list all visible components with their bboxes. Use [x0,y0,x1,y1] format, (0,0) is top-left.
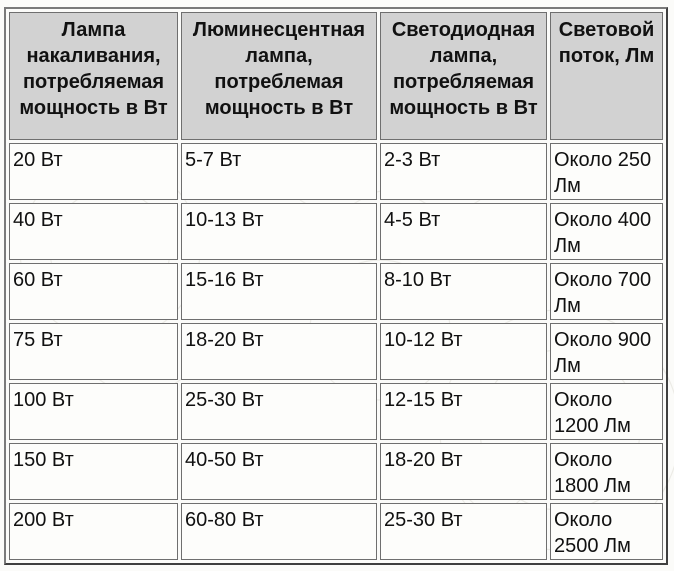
header-fluorescent: Люминесцентная лампа, потреблемая мощность в Вт [181,12,377,140]
cell-luminous-flux: Около 250 Лм [550,143,663,200]
header-incandescent: Лампа накаливания, потребляемая мощность в Вт [9,12,178,140]
table-row [9,203,663,260]
cell-led: 2-3 Вт [380,143,547,200]
cell-incandescent: 60 Вт [9,263,178,320]
cell-fluorescent: 40-50 Вт [181,443,377,500]
table-row [9,383,663,440]
cell-fluorescent: 25-30 Вт [181,383,377,440]
cell-luminous-flux: Около 900 Лм [550,323,663,380]
table-row [9,503,663,560]
cell-luminous-flux: Около 700 Лм [550,263,663,320]
header-luminous-flux: Световой поток, Лм [550,12,663,140]
cell-fluorescent: 60-80 Вт [181,503,377,560]
cell-incandescent: 100 Вт [9,383,178,440]
table-row [9,323,663,380]
cell-incandescent: 20 Вт [9,143,178,200]
table-row [9,443,663,500]
cell-incandescent: 200 Вт [9,503,178,560]
cell-fluorescent: 15-16 Вт [181,263,377,320]
cell-incandescent: 150 Вт [9,443,178,500]
table-row [9,143,663,200]
cell-fluorescent: 5-7 Вт [181,143,377,200]
cell-luminous-flux: Около 1200 Лм [550,383,663,440]
table-row [9,263,663,320]
cell-luminous-flux: Около 400 Лм [550,203,663,260]
cell-led: 8-10 Вт [380,263,547,320]
cell-led: 25-30 Вт [380,503,547,560]
cell-led: 12-15 Вт [380,383,547,440]
cell-incandescent: 75 Вт [9,323,178,380]
cell-fluorescent: 10-13 Вт [181,203,377,260]
cell-luminous-flux: Около 2500 Лм [550,503,663,560]
cell-led: 18-20 Вт [380,443,547,500]
cell-luminous-flux: Около 1800 Лм [550,443,663,500]
cell-led: 4-5 Вт [380,203,547,260]
cell-fluorescent: 18-20 Вт [181,323,377,380]
cell-incandescent: 40 Вт [9,203,178,260]
cell-led: 10-12 Вт [380,323,547,380]
table-header-row [9,12,663,140]
lamp-comparison-table [4,7,668,565]
header-led: Светодиодная лампа, потребляемая мощность в Вт [380,12,547,140]
